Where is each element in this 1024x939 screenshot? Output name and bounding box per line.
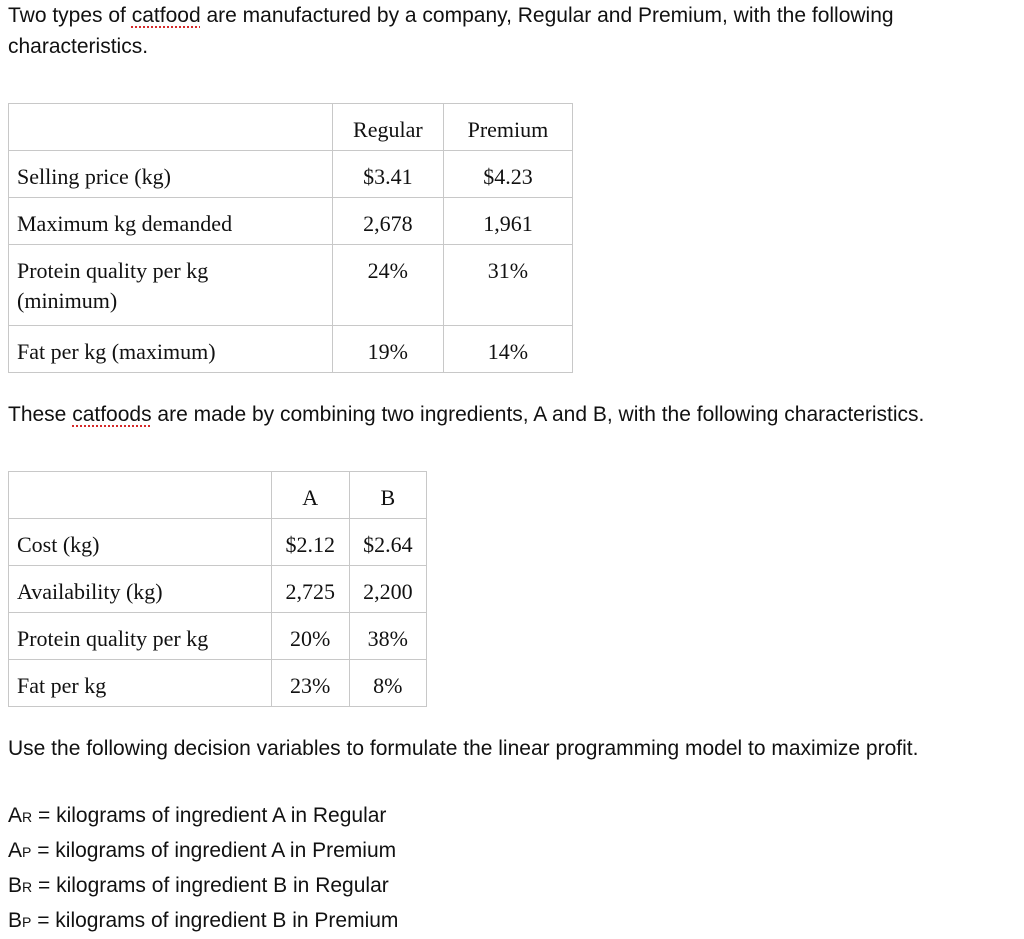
regular-value: 2,678 bbox=[332, 198, 443, 245]
table-header-row bbox=[9, 472, 427, 519]
variable-base: A bbox=[8, 804, 23, 827]
variable-base: A bbox=[8, 839, 23, 862]
row-label: Fat per kg (maximum) bbox=[9, 326, 333, 373]
decision-variables-list bbox=[8, 799, 398, 939]
table-header-regular: Regular bbox=[332, 104, 443, 151]
variable-subscript: P bbox=[22, 844, 32, 860]
table-header-premium: Premium bbox=[443, 104, 572, 151]
row-label-line-2: (minimum) bbox=[17, 288, 118, 313]
regular-value: 24% bbox=[332, 245, 443, 326]
spellcheck-word-catfood: catfood bbox=[131, 4, 201, 27]
table-row bbox=[9, 198, 573, 245]
variable-definition: = kilograms of ingredient A in Regular bbox=[32, 804, 387, 827]
premium-value: 31% bbox=[443, 245, 572, 326]
variable-definition: = kilograms of ingredient B in Premium bbox=[31, 909, 399, 932]
variable-subscript: P bbox=[22, 914, 32, 930]
intro-line-2: characteristics. bbox=[8, 35, 149, 58]
middle-text-before: These bbox=[8, 403, 73, 426]
list-item bbox=[8, 834, 398, 869]
ingredient-b-value: 38% bbox=[349, 613, 426, 660]
regular-value: $3.41 bbox=[332, 151, 443, 198]
list-item bbox=[8, 799, 398, 834]
row-label: Fat per kg bbox=[9, 660, 272, 707]
table-header-b: B bbox=[349, 472, 426, 519]
table-row bbox=[9, 566, 427, 613]
row-label: Cost (kg) bbox=[9, 519, 272, 566]
regular-value: 19% bbox=[332, 326, 443, 373]
ingredients-paragraph bbox=[8, 399, 924, 430]
intro-line-1 bbox=[8, 0, 894, 31]
variable-base: B bbox=[8, 909, 23, 932]
variable-definition: = kilograms of ingredient A in Premium bbox=[31, 839, 397, 862]
table-row bbox=[9, 245, 573, 326]
intro-text-after: are manufactured by a company, Regular and Premium, with the following bbox=[200, 4, 894, 27]
instruction-paragraph: Use the following decision variables to formulate the linear programming model to maximize profit. bbox=[8, 737, 919, 760]
table-header-a: A bbox=[271, 472, 349, 519]
ingredient-a-value: $2.12 bbox=[271, 519, 349, 566]
list-item bbox=[8, 904, 398, 939]
ingredient-characteristics-table bbox=[8, 471, 427, 707]
row-label-line-1: Protein quality per kg bbox=[17, 258, 209, 283]
variable-base: B bbox=[8, 874, 23, 897]
ingredient-b-value: 8% bbox=[349, 660, 426, 707]
list-item bbox=[8, 869, 398, 904]
intro-text-before: Two types of bbox=[8, 4, 132, 27]
premium-value: 1,961 bbox=[443, 198, 572, 245]
ingredient-b-value: $2.64 bbox=[349, 519, 426, 566]
spellcheck-word-catfoods: catfoods bbox=[72, 403, 152, 426]
row-label: Maximum kg demanded bbox=[9, 198, 333, 245]
table-header-empty bbox=[9, 472, 272, 519]
row-label: Protein quality per kg bbox=[9, 613, 272, 660]
premium-value: 14% bbox=[443, 326, 572, 373]
table-header-row bbox=[9, 104, 573, 151]
middle-text-after: are made by combining two ingredients, A and B, with the following characteristics. bbox=[151, 403, 925, 426]
table-row bbox=[9, 613, 427, 660]
table-row bbox=[9, 660, 427, 707]
catfood-characteristics-table bbox=[8, 103, 573, 373]
ingredient-a-value: 20% bbox=[271, 613, 349, 660]
intro-paragraph bbox=[8, 0, 894, 62]
ingredient-a-value: 23% bbox=[271, 660, 349, 707]
table-row bbox=[9, 151, 573, 198]
ingredient-a-value: 2,725 bbox=[271, 566, 349, 613]
variable-definition: = kilograms of ingredient B in Regular bbox=[32, 874, 389, 897]
variable-subscript: R bbox=[22, 879, 33, 895]
row-label: Selling price (kg) bbox=[9, 151, 333, 198]
premium-value: $4.23 bbox=[443, 151, 572, 198]
variable-subscript: R bbox=[22, 809, 33, 825]
row-label bbox=[9, 245, 333, 326]
row-label: Availability (kg) bbox=[9, 566, 272, 613]
ingredient-b-value: 2,200 bbox=[349, 566, 426, 613]
table-row bbox=[9, 519, 427, 566]
table-row bbox=[9, 326, 573, 373]
table-header-empty bbox=[9, 104, 333, 151]
